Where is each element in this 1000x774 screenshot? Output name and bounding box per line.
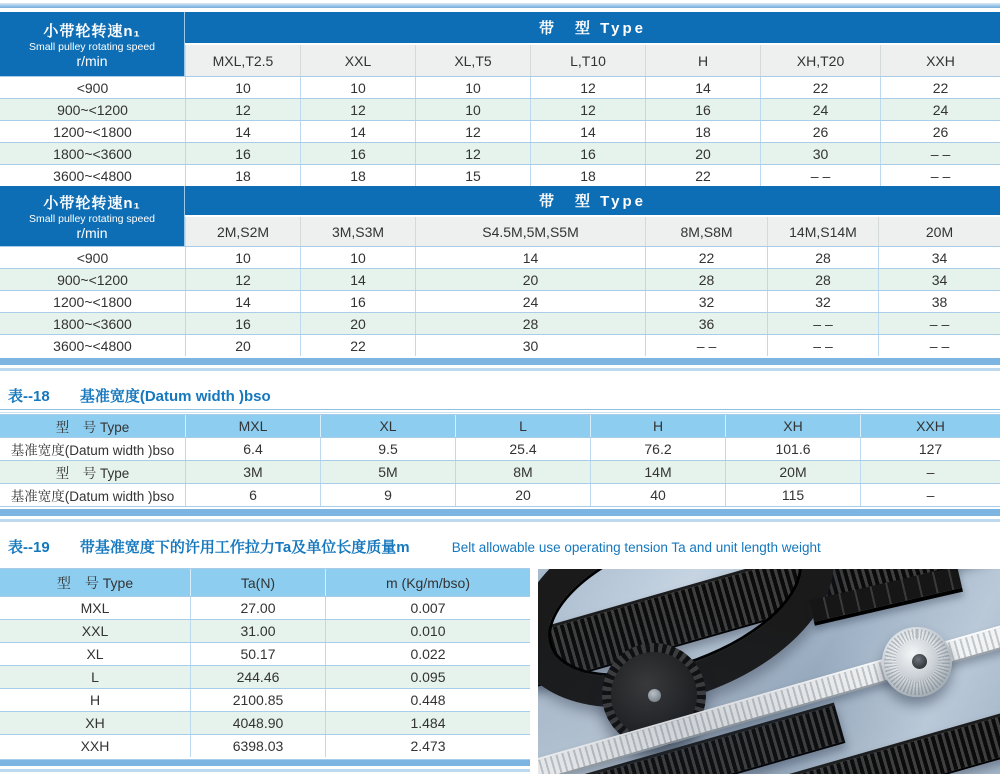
table18-title: 基准宽度(Datum width )bso <box>79 388 271 405</box>
table-row <box>0 711 530 734</box>
value-cell: 14 <box>645 77 760 98</box>
value-cell: 20 <box>645 143 760 164</box>
value-cell: – – <box>878 335 1000 356</box>
belt-type-band: 带 型 Type <box>185 186 1000 217</box>
value-cell: 14M <box>590 461 725 483</box>
section-divider <box>0 509 1000 516</box>
gear-face <box>611 652 697 738</box>
value-cell: 20 <box>455 484 590 506</box>
value-cell: 22 <box>300 335 415 356</box>
value-cell: 31.00 <box>190 620 325 642</box>
table-row <box>0 164 1000 186</box>
table-row <box>0 246 1000 268</box>
value-cell: – – <box>878 313 1000 334</box>
speed-range-label: <900 <box>76 249 109 266</box>
value-cell: 6 <box>185 484 320 506</box>
value-cell: 14 <box>415 247 645 268</box>
column-header: m (Kg/m/bso) <box>325 569 530 596</box>
bottom-divider-thin <box>0 769 530 772</box>
value-cell: 14 <box>530 121 645 142</box>
pulley-bore-hole <box>912 654 927 669</box>
belt-type-column-header: L,T10 <box>530 45 645 76</box>
value-cell: – – <box>767 335 878 356</box>
speed-range-label: 1800~<3600 <box>53 145 132 162</box>
table-row <box>0 642 530 665</box>
table-row <box>0 98 1000 120</box>
value-cell: L <box>455 415 590 437</box>
timing-belt-product-photo <box>538 569 1000 774</box>
belt-type-column-header: 3M,S3M <box>300 217 415 246</box>
value-cell: XL <box>320 415 455 437</box>
table18-number: 表--18 <box>8 388 50 405</box>
flat-belt-piece <box>809 569 963 626</box>
table-row <box>0 120 1000 142</box>
value-cell: 0.007 <box>325 597 530 619</box>
table-row <box>0 460 1000 483</box>
black-belt-strip <box>859 708 1000 774</box>
belt-type-label: XXH <box>80 738 110 754</box>
header-right <box>185 12 1000 76</box>
value-cell: 20 <box>300 313 415 334</box>
value-cell: 14 <box>185 291 300 312</box>
row-label: 基准宽度(Datum width )bso <box>10 489 175 504</box>
bottom-divider <box>0 759 530 766</box>
speed-corner-cell <box>0 186 185 246</box>
table19-number: 表--19 <box>8 539 50 556</box>
section-divider-thin <box>0 519 1000 522</box>
value-cell: 26 <box>880 121 1000 142</box>
value-cell: 115 <box>725 484 860 506</box>
table19-title-en: Belt allowable use operating tension Ta and unit length weight <box>451 540 821 555</box>
datum-width-table <box>0 414 1000 507</box>
value-cell: H <box>590 415 725 437</box>
table-body <box>0 246 1000 356</box>
value-cell: – – <box>645 335 767 356</box>
corner-title-en: Small pulley rotating speed <box>28 40 156 53</box>
value-cell: 6.4 <box>185 438 320 460</box>
value-cell: 40 <box>590 484 725 506</box>
value-cell: 14 <box>300 121 415 142</box>
column-header: 型 号 Type <box>56 574 134 591</box>
belt-type-column-header: 20M <box>878 217 1000 246</box>
belt-type-column-header: XXL <box>300 45 415 76</box>
value-cell: 12 <box>300 99 415 120</box>
table-row <box>0 414 1000 437</box>
value-cell: 16 <box>300 143 415 164</box>
value-cell: 16 <box>185 313 300 334</box>
value-cell: 0.010 <box>325 620 530 642</box>
belt-type-column-header: 14M,S14M <box>767 217 878 246</box>
value-cell: 30 <box>415 335 645 356</box>
value-cell: 50.17 <box>190 643 325 665</box>
value-cell: 25.4 <box>455 438 590 460</box>
value-cell: 12 <box>530 99 645 120</box>
black-belt-strip <box>538 569 1000 707</box>
value-cell: 34 <box>878 247 1000 268</box>
value-cell: 36 <box>645 313 767 334</box>
value-cell: 14 <box>300 269 415 290</box>
column-header: Ta(N) <box>190 569 325 596</box>
speed-range-label: 3600~<4800 <box>53 167 132 184</box>
value-cell: 16 <box>300 291 415 312</box>
value-cell: 6398.03 <box>190 735 325 757</box>
table18-caption <box>8 385 1000 405</box>
table19-caption <box>8 536 1000 556</box>
table-header <box>0 12 1000 76</box>
table-row <box>0 142 1000 164</box>
belt-loop <box>538 569 863 748</box>
table-row <box>0 312 1000 334</box>
value-cell: XXH <box>860 415 1000 437</box>
belt-type-label: XXL <box>81 623 109 639</box>
value-cell: 10 <box>185 247 300 268</box>
value-cell: 16 <box>645 99 760 120</box>
value-cell: 16 <box>185 143 300 164</box>
tension-table-header <box>0 568 530 596</box>
corner-unit: r/min <box>76 224 108 241</box>
tension-table-body <box>0 596 530 757</box>
value-cell: 28 <box>415 313 645 334</box>
value-cell: 22 <box>880 77 1000 98</box>
belt-type-band: 带 型 Type <box>185 12 1000 45</box>
belt-type-label: MXL <box>80 600 110 616</box>
value-cell: 2.473 <box>325 735 530 757</box>
row-label: 型 号 Type <box>55 420 130 435</box>
value-cell: 12 <box>415 121 530 142</box>
value-cell: 34 <box>878 269 1000 290</box>
section-divider-thin <box>0 368 1000 371</box>
value-cell: 12 <box>530 77 645 98</box>
value-cell: 38 <box>878 291 1000 312</box>
value-cell: 101.6 <box>725 438 860 460</box>
value-cell: 0.095 <box>325 666 530 688</box>
value-cell: 32 <box>767 291 878 312</box>
value-cell: 24 <box>880 99 1000 120</box>
value-cell: 1.484 <box>325 712 530 734</box>
speed-range-label: 1200~<1800 <box>53 293 132 310</box>
value-cell: 16 <box>530 143 645 164</box>
black-belt-strip <box>694 630 1000 774</box>
value-cell: MXL <box>185 415 320 437</box>
belt-type-column-header: 8M,S8M <box>645 217 767 246</box>
value-cell: 24 <box>760 99 880 120</box>
value-cell: – – <box>760 165 880 186</box>
belt-type-label: L <box>91 669 99 685</box>
corner-title-en: Small pulley rotating speed <box>28 212 156 225</box>
speed-range-label: 1200~<1800 <box>53 123 132 140</box>
value-cell: 3M <box>185 461 320 483</box>
table-row <box>0 437 1000 460</box>
tension-table <box>0 568 530 772</box>
belt-type-column-header: S4.5M,5M,S5M <box>415 217 645 246</box>
pulley-face <box>896 639 938 681</box>
value-cell: 12 <box>185 99 300 120</box>
value-cell: 18 <box>300 165 415 186</box>
value-cell: 127 <box>860 438 1000 460</box>
header-right <box>185 186 1000 246</box>
table-row <box>0 483 1000 506</box>
value-cell: 28 <box>645 269 767 290</box>
value-cell: 9.5 <box>320 438 455 460</box>
belt-type-column-header: XH,T20 <box>760 45 880 76</box>
value-cell: 2100.85 <box>190 689 325 711</box>
value-cell: 10 <box>300 247 415 268</box>
value-cell: 0.448 <box>325 689 530 711</box>
value-cell: 22 <box>645 247 767 268</box>
belt-type-label: H <box>89 692 101 708</box>
table-row <box>0 688 530 711</box>
belt-type-column-header: XL,T5 <box>415 45 530 76</box>
value-cell: 20 <box>185 335 300 356</box>
value-cell: 22 <box>645 165 760 186</box>
value-cell: – <box>860 461 1000 483</box>
value-cell: – – <box>880 165 1000 186</box>
row-label: 型 号 Type <box>55 466 130 481</box>
table19-title-zh: 带基准宽度下的许用工作拉力Ta及单位长度质量m <box>79 539 410 556</box>
speed-range-label: 900~<1200 <box>57 101 128 118</box>
column-header-row <box>185 217 1000 246</box>
black-belt-strip <box>538 703 845 774</box>
value-cell: 18 <box>530 165 645 186</box>
white-belt-strip <box>538 590 1000 774</box>
speed-range-label: <900 <box>76 79 109 96</box>
belt-type-label: XH <box>85 715 105 731</box>
value-cell: 18 <box>645 121 760 142</box>
belt-type-column-header: MXL,T2.5 <box>185 45 300 76</box>
column-header-row <box>185 45 1000 76</box>
value-cell: 10 <box>415 77 530 98</box>
value-cell: 0.022 <box>325 643 530 665</box>
value-cell: 22 <box>760 77 880 98</box>
belt-type-column-header: XXH <box>880 45 1000 76</box>
value-cell: 24 <box>415 291 645 312</box>
value-cell: 76.2 <box>590 438 725 460</box>
value-cell: 15 <box>415 165 530 186</box>
value-cell: XH <box>725 415 860 437</box>
top-divider <box>0 3 1000 8</box>
value-cell: 12 <box>415 143 530 164</box>
table-body <box>0 76 1000 186</box>
value-cell: – <box>860 484 1000 506</box>
table-row <box>0 734 530 757</box>
corner-title-zh: 小带轮转速n₁ <box>43 194 141 212</box>
value-cell: 32 <box>645 291 767 312</box>
timing-gear <box>602 643 706 747</box>
speed-table-metric-types <box>0 186 1000 356</box>
value-cell: 28 <box>767 269 878 290</box>
value-cell: 26 <box>760 121 880 142</box>
speed-range-label: 1800~<3600 <box>53 315 132 332</box>
table-row <box>0 619 530 642</box>
value-cell: – – <box>767 313 878 334</box>
table-row <box>0 665 530 688</box>
value-cell: 5M <box>320 461 455 483</box>
catalog-page <box>0 3 1000 774</box>
value-cell: 14 <box>185 121 300 142</box>
value-cell: 12 <box>185 269 300 290</box>
belt-type-label: XL <box>86 646 104 662</box>
speed-table-inch-types <box>0 12 1000 186</box>
value-cell: 9 <box>320 484 455 506</box>
value-cell: 10 <box>300 77 415 98</box>
value-cell: 8M <box>455 461 590 483</box>
gear-hub-hole <box>648 689 661 702</box>
belt-type-column-header: H <box>645 45 760 76</box>
value-cell: 18 <box>185 165 300 186</box>
value-cell: 30 <box>760 143 880 164</box>
value-cell: 10 <box>185 77 300 98</box>
speed-corner-cell <box>0 12 185 76</box>
corner-unit: r/min <box>76 52 108 69</box>
table-header <box>0 186 1000 246</box>
corner-title-zh: 小带轮转速n₁ <box>43 22 141 40</box>
caption-rule <box>0 409 1000 413</box>
value-cell: 4048.90 <box>190 712 325 734</box>
row-label: 基准宽度(Datum width )bso <box>10 443 175 458</box>
table-row <box>0 334 1000 356</box>
aluminum-pulley <box>882 627 952 697</box>
table-row <box>0 76 1000 98</box>
section-divider <box>0 358 1000 365</box>
table-row <box>0 290 1000 312</box>
value-cell: 27.00 <box>190 597 325 619</box>
value-cell: – – <box>880 143 1000 164</box>
speed-range-label: 3600~<4800 <box>53 337 132 354</box>
table-row <box>0 596 530 619</box>
table-row <box>0 268 1000 290</box>
value-cell: 20 <box>415 269 645 290</box>
belt-type-column-header: 2M,S2M <box>185 217 300 246</box>
value-cell: 10 <box>415 99 530 120</box>
value-cell: 244.46 <box>190 666 325 688</box>
value-cell: 28 <box>767 247 878 268</box>
value-cell: 20M <box>725 461 860 483</box>
speed-range-label: 900~<1200 <box>57 271 128 288</box>
